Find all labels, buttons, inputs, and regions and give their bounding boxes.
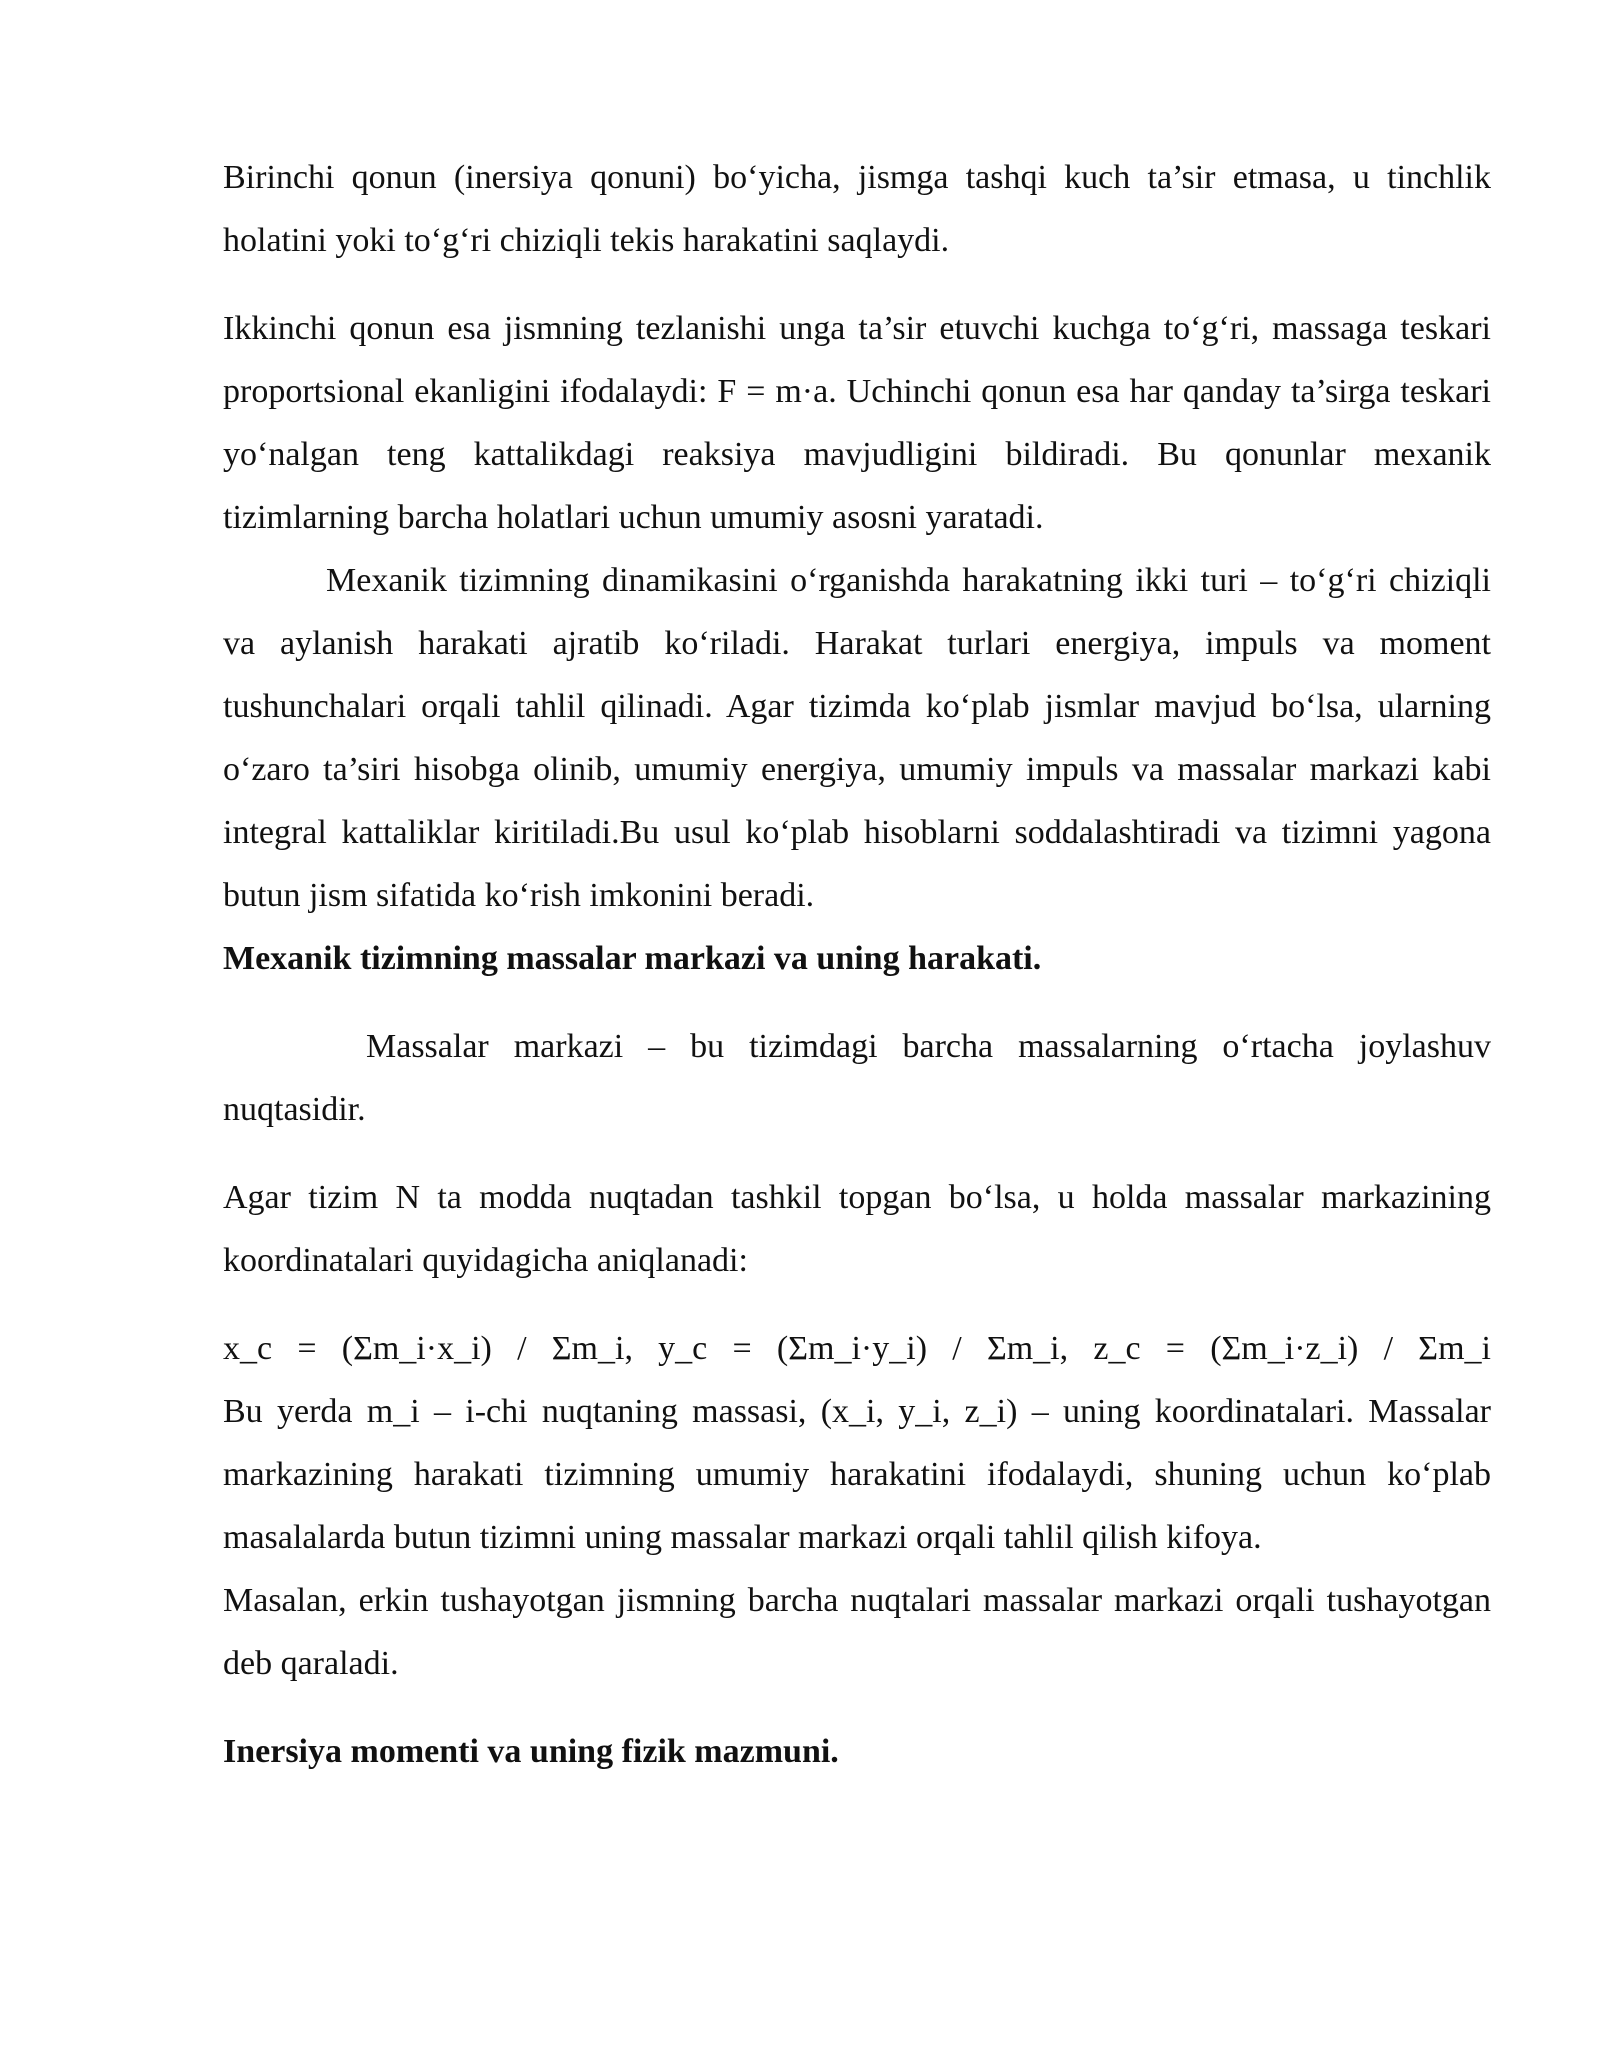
paragraph-second-third-law: Ikkinchi qonun esa jismning tezlanishi unga ta’sir etuvchi kuchga to‘g‘ri, massaga teskari proportsional ekanligini ifodalaydi: F = m·a. Uchinchi qonun esa har qanday ta’sirga teskari yo‘nalgan teng kattalikdagi reaksiya mavjudligini bildiradi. Bu qonunlar mexanik tizimlarning barcha holatlari uchun umumiy asosni yaratadi. [223, 310, 1491, 536]
paragraph-system-dynamics: Mexanik tizimning dinamikasini o‘rganishda harakatning ikki turi – to‘g‘ri chiziqli va aylanish harakati ajratib ko‘riladi. Harakat turlari energiya, impuls va moment tushunchalari orqali tahlil qilinadi. Agar tizimda ko‘plab jismlar mavjud bo‘lsa, ularning o‘zaro ta’siri hisobga olinib, umumiy energiya, umumiy impuls va massalar markazi kabi integral kattaliklar kiritiladi.Bu usul ko‘plab hisoblarni soddalashtiradi va tizimni yagona butun jism sifatida ko‘rish imkonini beradi. [223, 562, 1491, 914]
document-page [223, 146, 1491, 1783]
paragraph-center-of-mass-definition: Massalar markazi – bu tizimdagi barcha massalarning o‘rtacha joylashuv nuqtasidir. [223, 1028, 1491, 1128]
spacer [223, 990, 1491, 1015]
paragraph-formula-explanation: Bu yerda m_i – i-chi nuqtaning massasi, (x_i, y_i, z_i) – uning koordinatalari. Massalar markazining harakati tizimning umumiy harakatini ifodalaydi, shuning uchun ko‘plab masalalarda butun tizimni uning massalar markazi orqali tahlil qilish kifoya. [223, 1393, 1491, 1556]
section-heading-center-of-mass: Mexanik tizimning massalar markazi va uning harakati. [223, 940, 1042, 977]
paragraph-free-fall-example: Masalan, erkin tushayotgan jismning barcha nuqtalari massalar markazi orqali tushayotgan deb qaraladi. [223, 1582, 1491, 1682]
formula-center-of-mass: x_c = (Σm_i·x_i) / Σm_i, y_c = (Σm_i·y_i) / Σm_i, z_c = (Σm_i·z_i) / Σm_i [223, 1330, 1491, 1367]
paragraph-coordinates-intro: Agar tizim N ta modda nuqtadan tashkil topgan bo‘lsa, u holda massalar markazining koordinatalari quyidagicha aniqlanadi: [223, 1179, 1491, 1279]
paragraph-first-law: Birinchi qonun (inersiya qonuni) bo‘yicha, jismga tashqi kuch ta’sir etmasa, u tinchlik holatini yoki to‘g‘ri chiziqli tekis harakatini saqlaydi. [223, 159, 1491, 259]
section-heading-moment-of-inertia: Inersiya momenti va uning fizik mazmuni. [223, 1733, 839, 1770]
